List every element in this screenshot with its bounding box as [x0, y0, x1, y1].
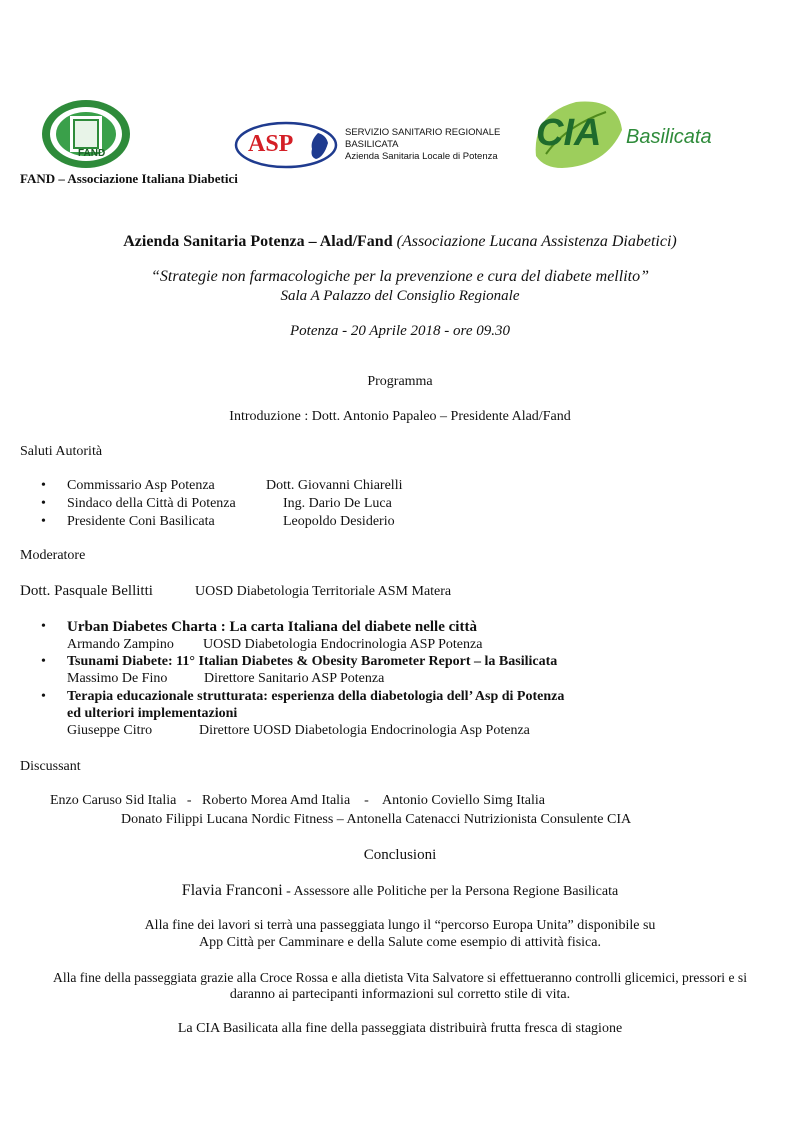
asp-line-3: Azienda Sanitaria Locale di Potenza [345, 151, 498, 162]
walk-note-line-1: Alla fine dei lavori si terrà una passeggiata lungo il “percorso Europa Unita” disponibile su [144, 918, 656, 933]
bullet-icon: • [41, 514, 46, 529]
saluti-role: Commissario Asp Potenza [67, 478, 215, 493]
event-venue: Sala A Palazzo del Consiglio Regionale [280, 288, 520, 304]
asp-logo-text: ASP [248, 131, 294, 157]
cia-region-text: Basilicata [626, 126, 712, 148]
saluti-role: Sindaco della Città di Potenza [67, 496, 236, 511]
event-title-main: Azienda Sanitaria Potenza – Alad/Fand [123, 233, 393, 250]
discussant-line-2: Donato Filippi Lucana Nordic Fitness – Antonella Catenacci Nutrizionista Consulente CIA [121, 812, 632, 827]
saluti-name: Leopoldo Desiderio [283, 514, 395, 529]
conclusioni-line [0, 882, 800, 900]
talk-role: UOSD Diabetologia Endocrinologia ASP Potenza [203, 637, 483, 652]
talk-title: Tsunami Diabete: 11° Italian Diabetes & Obesity Barometer Report – la Basilicata [67, 654, 558, 669]
discussant-heading: Discussant [20, 759, 81, 774]
discussant-line-1: Enzo Caruso Sid Italia - Roberto Morea Amd Italia - Antonio Coviello Simg Italia [50, 793, 545, 808]
bullet-icon: • [41, 689, 46, 704]
event-datetime: Potenza - 20 Aprile 2018 - ore 09.30 [290, 323, 510, 339]
event-title [0, 233, 800, 251]
talk-role: Direttore Sanitario ASP Potenza [204, 671, 385, 686]
talk-title: Urban Diabetes Charta : La carta Italiana del diabete nelle città [67, 619, 477, 635]
talk-speaker: Giuseppe Citro [67, 723, 153, 738]
cia-logo-text: CIA [536, 112, 602, 154]
intro-line: Introduzione : Dott. Antonio Papaleo – Presidente Alad/Fand [229, 409, 571, 424]
event-title-paren: (Associazione Lucana Assistenza Diabetici) [396, 233, 677, 250]
moderatore-heading: Moderatore [20, 548, 86, 563]
bullet-icon: • [41, 619, 46, 634]
walk-note-line-2: App Città per Camminare e della Salute come esempio di attività fisica. [199, 935, 601, 950]
talk-title: Terapia educazionale strutturata: esperienza della diabetologia dell’ Asp di Potenza [67, 689, 565, 704]
croce-note-line-2: daranno ai partecipanti informazioni sul corretto stile di vita. [229, 987, 571, 1002]
fand-logo-graphic [40, 98, 132, 170]
saluti-heading: Saluti Autorità [20, 444, 103, 459]
croce-note-line-1: Alla fine della passeggiata grazie alla Croce Rossa e alla dietista Vita Salvatore si effettueranno controlli glicemici, pressori e si [53, 970, 747, 985]
moderatore-role: UOSD Diabetologia Territoriale ASM Matera [195, 584, 452, 599]
asp-line-2: BASILICATA [345, 139, 399, 150]
fand-icon-text: FAND [78, 148, 106, 159]
asp-line-1: SERVIZIO SANITARIO REGIONALE [345, 127, 501, 138]
saluti-name: Ing. Dario De Luca [283, 496, 392, 511]
fand-caption: FAND – Associazione Italiana Diabetici [20, 171, 238, 186]
bullet-icon: • [41, 654, 46, 669]
conclusioni-name: Flavia Franconi [181, 882, 283, 899]
event-subtitle: “Strategie non farmacologiche per la prevenzione e cura del diabete mellito” [151, 268, 649, 285]
asp-logo-lines [345, 127, 500, 163]
bullet-icon: • [41, 496, 46, 511]
talk-speaker: Massimo De Fino [67, 671, 168, 686]
talk-role: Direttore UOSD Diabetologia Endocrinologia Asp Potenza [199, 723, 530, 738]
saluti-name: Dott. Giovanni Chiarelli [266, 478, 403, 493]
programma-heading: Programma [367, 374, 433, 389]
conclusioni-heading: Conclusioni [363, 847, 437, 863]
asp-logo [234, 121, 514, 171]
conclusioni-role: - Assessore alle Politiche per la Persona Regione Basilicata [282, 884, 619, 899]
fand-logo [40, 98, 132, 170]
moderatore-name: Dott. Pasquale Bellitti [20, 583, 153, 599]
bullet-icon: • [41, 478, 46, 493]
saluti-role: Presidente Coni Basilicata [67, 514, 215, 529]
cia-note: La CIA Basilicata alla fine della passeggiata distribuirà frutta fresca di stagione [177, 1021, 623, 1036]
cia-logo [526, 96, 726, 172]
talk-title-cont: ed ulteriori implementazioni [67, 706, 238, 721]
talk-speaker: Armando Zampino [67, 637, 174, 652]
